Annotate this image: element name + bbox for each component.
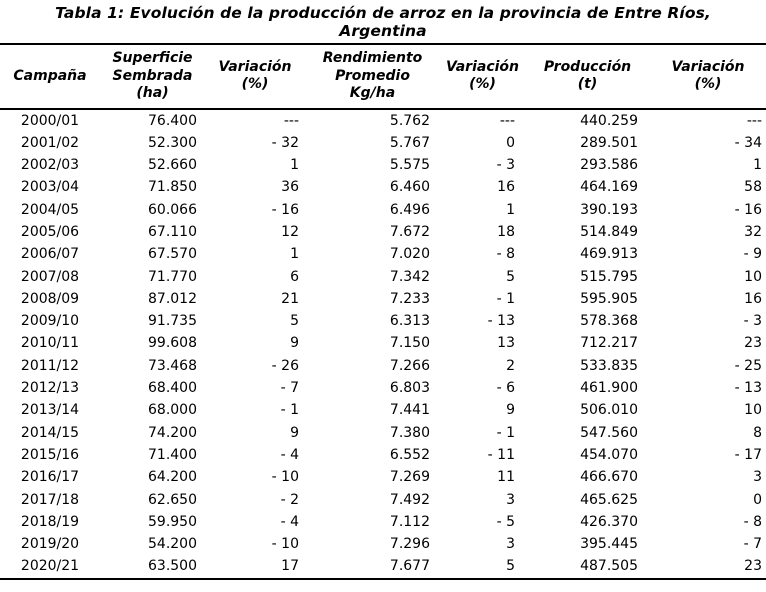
table-row — [0, 199, 766, 221]
cell-rendimiento-promedio-kg-ha: 5.762 — [389, 112, 430, 129]
cell-produccion-t: 289.501 — [580, 134, 638, 151]
cell-variacion-produccion-pct: - 25 — [734, 357, 762, 374]
cell-superficie-sembrada-ha: 73.468 — [148, 357, 197, 374]
column-header-line: (%) — [241, 76, 269, 93]
cell-rendimiento-promedio-kg-ha: 7.672 — [389, 223, 430, 240]
cell-superficie-sembrada-ha: 71.770 — [148, 268, 197, 285]
cell-variacion-produccion-pct: 10 — [744, 268, 762, 285]
cell-campana: 2015/16 — [20, 446, 80, 463]
cell-produccion-t: 514.849 — [580, 223, 638, 240]
cell-superficie-sembrada-ha: 68.000 — [148, 402, 197, 419]
cell-produccion-t: 440.259 — [580, 112, 638, 129]
cell-variacion-superficie-pct: - 4 — [280, 446, 299, 463]
cell-variacion-superficie-pct: - 32 — [271, 134, 299, 151]
cell-campana: 2008/09 — [20, 290, 80, 307]
table-row — [0, 399, 766, 421]
cell-produccion-t: 487.505 — [580, 558, 638, 575]
cell-campana: 2005/06 — [20, 223, 80, 240]
cell-variacion-superficie-pct: - 2 — [280, 491, 299, 508]
cell-variacion-rendimiento-pct: - 3 — [496, 157, 515, 174]
column-header-variacion-produccion-pct — [650, 44, 766, 109]
cell-rendimiento-promedio-kg-ha: 5.575 — [389, 157, 430, 174]
table-row — [0, 533, 766, 555]
cell-superficie-sembrada-ha: 63.500 — [148, 558, 197, 575]
cell-variacion-produccion-pct: 23 — [744, 558, 762, 575]
cell-variacion-rendimiento-pct: 5 — [506, 558, 515, 575]
cell-campana: 2018/19 — [20, 513, 80, 530]
column-header-line: Variación — [671, 58, 745, 75]
table-row — [0, 243, 766, 265]
cell-campana: 2010/11 — [20, 335, 80, 352]
cell-superficie-sembrada-ha: 76.400 — [148, 112, 197, 129]
table-row — [0, 109, 766, 132]
cell-variacion-rendimiento-pct: - 5 — [496, 513, 515, 530]
cell-variacion-rendimiento-pct: 5 — [506, 268, 515, 285]
cell-produccion-t: 506.010 — [580, 402, 638, 419]
cell-produccion-t: 395.445 — [580, 536, 638, 553]
cell-variacion-superficie-pct: --- — [283, 112, 299, 129]
cell-variacion-rendimiento-pct: 9 — [506, 402, 515, 419]
cell-variacion-superficie-pct: 17 — [281, 558, 299, 575]
table-row — [0, 555, 766, 578]
cell-rendimiento-promedio-kg-ha: 7.677 — [389, 558, 430, 575]
table-body — [0, 109, 766, 579]
column-header-line: Kg/ha — [349, 85, 396, 101]
cell-rendimiento-promedio-kg-ha: 7.150 — [389, 335, 430, 352]
cell-campana: 2012/13 — [20, 380, 80, 397]
cell-variacion-superficie-pct: 12 — [281, 223, 299, 240]
column-header-rendimiento-promedio-kg-ha — [305, 44, 440, 109]
cell-superficie-sembrada-ha: 67.570 — [148, 246, 197, 263]
cell-variacion-rendimiento-pct: --- — [499, 112, 515, 129]
cell-superficie-sembrada-ha: 64.200 — [148, 469, 197, 486]
cell-produccion-t: 712.217 — [580, 335, 638, 352]
cell-superficie-sembrada-ha: 54.200 — [148, 536, 197, 553]
cell-variacion-superficie-pct: 21 — [281, 290, 299, 307]
table-row — [0, 511, 766, 533]
cell-produccion-t: 466.670 — [580, 469, 638, 486]
cell-rendimiento-promedio-kg-ha: 7.441 — [389, 402, 430, 419]
cell-superficie-sembrada-ha: 52.300 — [148, 134, 197, 151]
cell-variacion-produccion-pct: - 17 — [734, 446, 762, 463]
table-header-row — [0, 44, 766, 109]
cell-produccion-t: 595.905 — [580, 290, 638, 307]
cell-rendimiento-promedio-kg-ha: 7.020 — [389, 246, 430, 263]
cell-rendimiento-promedio-kg-ha: 6.803 — [389, 380, 430, 397]
cell-produccion-t: 533.835 — [580, 357, 638, 374]
cell-variacion-produccion-pct: - 13 — [734, 380, 762, 397]
table-row — [0, 466, 766, 488]
cell-campana: 2002/03 — [20, 157, 80, 174]
table-row — [0, 332, 766, 354]
cell-variacion-produccion-pct: - 16 — [734, 201, 762, 218]
cell-variacion-rendimiento-pct: 18 — [497, 223, 515, 240]
cell-rendimiento-promedio-kg-ha: 7.266 — [389, 357, 430, 374]
cell-variacion-rendimiento-pct: 11 — [497, 469, 515, 486]
cell-variacion-superficie-pct: - 7 — [280, 380, 299, 397]
column-header-line: Promedio — [335, 67, 410, 84]
cell-rendimiento-promedio-kg-ha: 5.767 — [389, 134, 430, 151]
cell-campana: 2003/04 — [20, 179, 80, 196]
column-header-line: Variación — [445, 58, 520, 75]
cell-campana: 2013/14 — [20, 402, 80, 419]
cell-superficie-sembrada-ha: 71.400 — [148, 446, 197, 463]
cell-superficie-sembrada-ha: 59.950 — [148, 513, 197, 530]
cell-campana: 2006/07 — [20, 246, 80, 263]
cell-rendimiento-promedio-kg-ha: 7.342 — [389, 268, 430, 285]
cell-variacion-superficie-pct: 1 — [290, 246, 299, 263]
column-header-line: Superficie — [112, 50, 193, 66]
cell-variacion-superficie-pct: - 1 — [280, 402, 299, 419]
cell-campana: 2001/02 — [20, 134, 80, 151]
cell-campana: 2000/01 — [20, 112, 80, 129]
cell-rendimiento-promedio-kg-ha: 7.112 — [389, 513, 430, 530]
cell-rendimiento-promedio-kg-ha: 7.269 — [389, 469, 430, 486]
cell-variacion-superficie-pct: - 16 — [271, 201, 299, 218]
table-row — [0, 154, 766, 176]
table-row — [0, 221, 766, 243]
cell-campana: 2017/18 — [20, 491, 80, 508]
cell-variacion-rendimiento-pct: 13 — [497, 335, 515, 352]
cell-superficie-sembrada-ha: 99.608 — [148, 335, 197, 352]
cell-superficie-sembrada-ha: 52.660 — [148, 157, 197, 174]
cell-variacion-rendimiento-pct: 1 — [506, 201, 515, 218]
cell-variacion-produccion-pct: - 8 — [743, 513, 762, 530]
cell-rendimiento-promedio-kg-ha: 6.496 — [389, 201, 430, 218]
cell-variacion-rendimiento-pct: - 1 — [496, 424, 515, 441]
table-row — [0, 355, 766, 377]
cell-produccion-t: 293.586 — [580, 157, 638, 174]
table-row — [0, 132, 766, 154]
column-header-superficie-sembrada-ha — [100, 44, 205, 109]
cell-rendimiento-promedio-kg-ha: 7.380 — [389, 424, 430, 441]
cell-variacion-superficie-pct: - 26 — [271, 357, 299, 374]
cell-variacion-superficie-pct: 9 — [290, 424, 299, 441]
column-header-line: Producción — [543, 58, 632, 75]
cell-produccion-t: 461.900 — [580, 380, 638, 397]
column-header-variacion-rendimiento-pct — [440, 44, 525, 109]
cell-superficie-sembrada-ha: 91.735 — [148, 313, 197, 330]
table-row — [0, 288, 766, 310]
table-header — [0, 44, 766, 109]
column-header-line: (ha) — [136, 85, 169, 101]
cell-superficie-sembrada-ha: 74.200 — [148, 424, 197, 441]
cell-variacion-produccion-pct: 10 — [744, 402, 762, 419]
cell-produccion-t: 464.169 — [580, 179, 638, 196]
table-title-line1: Tabla 1: Evolución de la producción de arroz en la provincia de Entre Ríos, — [55, 4, 711, 22]
cell-variacion-superficie-pct: - 4 — [280, 513, 299, 530]
cell-produccion-t: 465.625 — [580, 491, 638, 508]
column-header-line: (t) — [577, 76, 598, 93]
cell-variacion-superficie-pct: 9 — [290, 335, 299, 352]
cell-campana: 2019/20 — [20, 536, 80, 553]
cell-superficie-sembrada-ha: 87.012 — [148, 290, 197, 307]
table-row — [0, 176, 766, 198]
cell-variacion-rendimiento-pct: 3 — [506, 491, 515, 508]
cell-rendimiento-promedio-kg-ha: 7.233 — [389, 290, 430, 307]
cell-rendimiento-promedio-kg-ha: 6.313 — [389, 313, 430, 330]
cell-campana: 2014/15 — [20, 424, 80, 441]
column-header-line: Rendimiento — [322, 50, 423, 66]
cell-produccion-t: 578.368 — [580, 313, 638, 330]
table-row — [0, 377, 766, 399]
cell-campana: 2004/05 — [20, 201, 80, 218]
cell-produccion-t: 390.193 — [580, 201, 638, 218]
cell-variacion-produccion-pct: 32 — [744, 223, 762, 240]
column-header-produccion-t — [525, 44, 650, 109]
column-header-line: Sembrada — [112, 67, 193, 84]
cell-rendimiento-promedio-kg-ha: 6.460 — [389, 179, 430, 196]
cell-superficie-sembrada-ha: 62.650 — [148, 491, 197, 508]
cell-variacion-superficie-pct: - 10 — [271, 469, 299, 486]
cell-variacion-produccion-pct: - 7 — [743, 536, 762, 553]
cell-variacion-rendimiento-pct: - 13 — [487, 313, 515, 330]
table-title — [0, 0, 766, 40]
cell-campana: 2020/21 — [20, 558, 80, 575]
cell-produccion-t: 454.070 — [580, 446, 638, 463]
column-header-line: Campaña — [13, 67, 87, 84]
cell-variacion-produccion-pct: 23 — [744, 335, 762, 352]
cell-produccion-t: 426.370 — [580, 513, 638, 530]
cell-campana: 2016/17 — [20, 469, 80, 486]
cell-variacion-produccion-pct: 16 — [744, 290, 762, 307]
cell-variacion-rendimiento-pct: 16 — [497, 179, 515, 196]
cell-variacion-rendimiento-pct: - 11 — [487, 446, 515, 463]
cell-rendimiento-promedio-kg-ha: 7.492 — [389, 491, 430, 508]
cell-variacion-produccion-pct: - 9 — [743, 246, 762, 263]
cell-variacion-superficie-pct: 5 — [290, 313, 299, 330]
cell-superficie-sembrada-ha: 68.400 — [148, 380, 197, 397]
cell-variacion-superficie-pct: 6 — [290, 268, 299, 285]
cell-superficie-sembrada-ha: 71.850 — [148, 179, 197, 196]
cell-rendimiento-promedio-kg-ha: 6.552 — [389, 446, 430, 463]
table-row — [0, 422, 766, 444]
table-title-line2: Argentina — [339, 22, 427, 40]
cell-variacion-produccion-pct: 8 — [753, 424, 762, 441]
cell-variacion-produccion-pct: - 34 — [734, 134, 762, 151]
cell-variacion-superficie-pct: 36 — [281, 179, 299, 196]
table-row — [0, 266, 766, 288]
cell-variacion-rendimiento-pct: - 8 — [496, 246, 515, 263]
cell-campana: 2011/12 — [20, 357, 80, 374]
table-row — [0, 444, 766, 466]
cell-variacion-produccion-pct: 58 — [744, 179, 762, 196]
cell-variacion-rendimiento-pct: 0 — [506, 134, 515, 151]
cell-variacion-produccion-pct: 3 — [753, 469, 762, 486]
cell-produccion-t: 469.913 — [580, 246, 638, 263]
cell-variacion-produccion-pct: --- — [746, 112, 762, 129]
cell-campana: 2009/10 — [20, 313, 80, 330]
cell-variacion-produccion-pct: 1 — [753, 157, 762, 174]
column-header-line: (%) — [694, 76, 722, 93]
cell-variacion-rendimiento-pct: 3 — [506, 536, 515, 553]
cell-produccion-t: 515.795 — [580, 268, 638, 285]
cell-variacion-superficie-pct: 1 — [290, 157, 299, 174]
column-header-variacion-superficie-pct — [205, 44, 305, 109]
data-table — [0, 43, 766, 580]
cell-variacion-produccion-pct: 0 — [753, 491, 762, 508]
cell-rendimiento-promedio-kg-ha: 7.296 — [389, 536, 430, 553]
cell-variacion-rendimiento-pct: - 6 — [496, 380, 515, 397]
cell-produccion-t: 547.560 — [580, 424, 638, 441]
column-header-campana — [0, 44, 100, 109]
table-row — [0, 489, 766, 511]
cell-variacion-rendimiento-pct: 2 — [506, 357, 515, 374]
cell-campana: 2007/08 — [20, 268, 80, 285]
column-header-line: Variación — [218, 58, 292, 75]
cell-superficie-sembrada-ha: 60.066 — [148, 201, 197, 218]
cell-superficie-sembrada-ha: 67.110 — [148, 223, 197, 240]
column-header-line: (%) — [469, 76, 496, 93]
cell-variacion-superficie-pct: - 10 — [271, 536, 299, 553]
cell-variacion-rendimiento-pct: - 1 — [496, 290, 515, 307]
cell-variacion-produccion-pct: - 3 — [743, 313, 762, 330]
table-row — [0, 310, 766, 332]
